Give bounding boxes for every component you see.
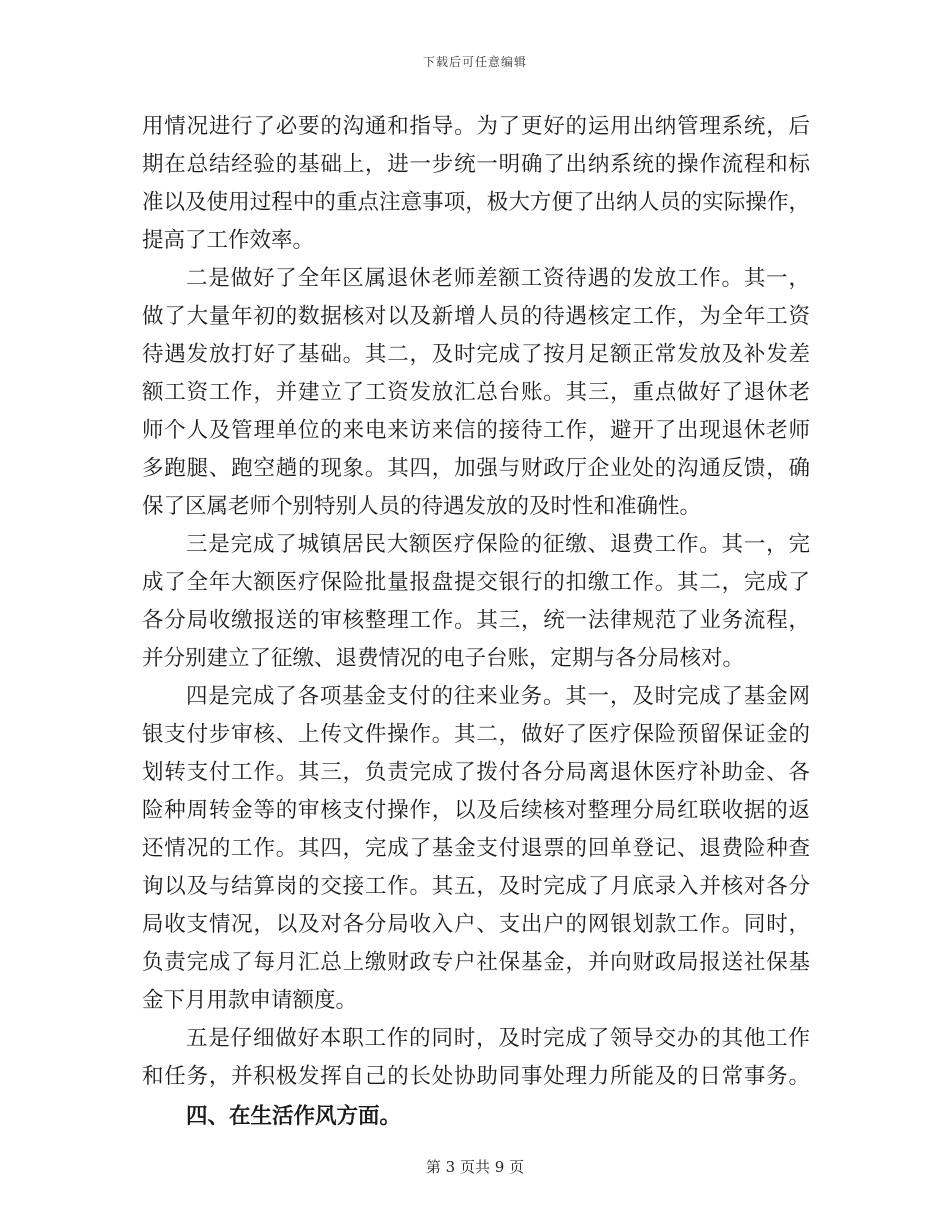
paragraph-line: 额工资工作，并建立了工资发放汇总台账。其三，重点做好了退休老 [142, 380, 810, 405]
paragraph-line: 用情况进行了必要的沟通和指导。为了更好的运用出纳管理系统，后 [142, 114, 810, 139]
paragraph-line: 二是做好了全年区属退休老师差额工资待遇的发放工作。其一， [186, 266, 810, 291]
page-number: 第 3 页共 9 页 [425, 1158, 525, 1176]
section-heading: 四、在生活作风方面。 [186, 1104, 402, 1129]
paragraph-line: 四是完成了各项基金支付的往来业务。其一，及时完成了基金网 [186, 684, 810, 709]
paragraph-line: 多跑腿、跑空趟的现象。其四，加强与财政厅企业处的沟通反馈，确 [142, 456, 810, 481]
paragraph-line: 成了全年大额医疗保险批量报盘提交银行的扣缴工作。其二，完成了 [142, 570, 810, 595]
paragraph-line: 负责完成了每月汇总上缴财政专户社保基金，并向财政局报送社保基 [142, 950, 810, 975]
document-body [142, 108, 810, 1136]
paragraph-line: 并分别建立了征缴、退费情况的电子台账，定期与各分局核对。 [142, 646, 745, 671]
paragraph-line: 准以及使用过程中的重点注意事项，极大方便了出纳人员的实际操作， [142, 190, 810, 215]
paragraph-line: 询以及与结算岗的交接工作。其五，及时完成了月底录入并核对各分 [142, 874, 810, 899]
paragraph-line: 提高了工作效率。 [142, 228, 315, 253]
paragraph-line: 五是仔细做好本职工作的同时，及时完成了领导交办的其他工作 [186, 1026, 810, 1051]
paragraph-line: 金下月用款申请额度。 [142, 988, 358, 1013]
paragraph-line: 银支付步审核、上传文件操作。其二，做好了医疗保险预留保证金的 [142, 722, 810, 747]
paragraph-line: 各分局收缴报送的审核整理工作。其三，统一法律规范了业务流程， [142, 608, 810, 633]
paragraph-line: 保了区属老师个别特别人员的待遇发放的及时性和准确性。 [142, 494, 702, 519]
paragraph-line: 局收支情况，以及对各分局收入户、支出户的网银划款工作。同时， [142, 912, 810, 937]
paragraph-line: 险种周转金等的审核支付操作，以及后续核对整理分局红联收据的返 [142, 798, 810, 823]
paragraph-line: 划转支付工作。其三，负责完成了拨付各分局离退休医疗补助金、各 [142, 760, 810, 785]
paragraph-line: 期在总结经验的基础上，进一步统一明确了出纳系统的操作流程和标 [142, 152, 810, 177]
paragraph-line: 待遇发放打好了基础。其二，及时完成了按月足额正常发放及补发差 [142, 342, 810, 367]
paragraph-line: 还情况的工作。其四，完成了基金支付退票的回单登记、退费险种查 [142, 836, 810, 861]
paragraph-line: 和任务，并积极发挥自己的长处协助同事处理力所能及的日常事务。 [142, 1064, 810, 1089]
paragraph-line: 师个人及管理单位的来电来访来信的接待工作，避开了出现退休老师 [142, 418, 810, 443]
page-header: 下载后可任意编辑 [422, 55, 527, 69]
paragraph-line: 三是完成了城镇居民大额医疗保险的征缴、退费工作。其一，完 [186, 532, 810, 557]
paragraph-line: 做了大量年初的数据核对以及新增人员的待遇核定工作，为全年工资 [142, 304, 810, 329]
